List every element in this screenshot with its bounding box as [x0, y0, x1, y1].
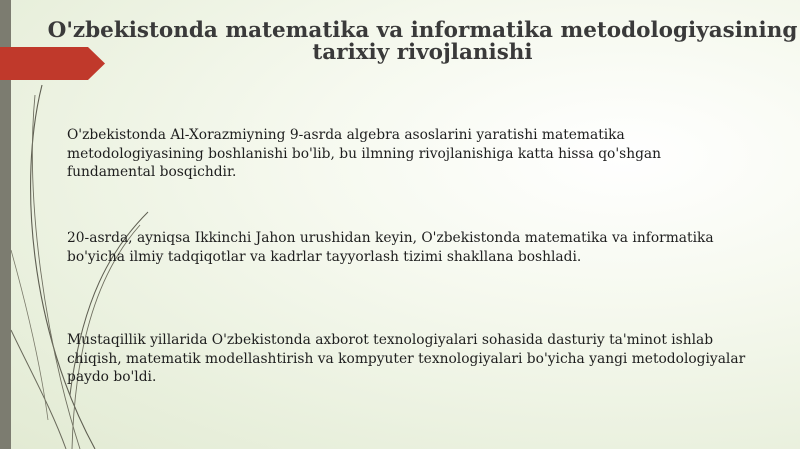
- paragraph-line: 20-asrda, ayniqsa Ikkinchi Jahon urushidan keyin, O'zbekistonda matematika va informatika: [67, 230, 714, 246]
- paragraph-20th-century: [67, 229, 782, 266]
- paragraph-independence-years: [67, 331, 782, 387]
- paragraph-line: bo'yicha ilmiy tadqiqotlar va kadrlar tayyorlash tizimi shakllana boshladi.: [67, 248, 582, 265]
- paragraph-line: chiqish, matematik modellashtirish va kompyuter texnologiyalari bo'yicha yangi metodologiyalar: [67, 350, 746, 367]
- slide-title-line-2: tarixiy rivojlanishi: [312, 40, 533, 65]
- paragraph-line: metodologiyasining boshlanishi bo'lib, bu ilmning rivojlanishiga katta hissa qo'shgan: [67, 145, 662, 162]
- paragraph-line: fundamental bosqichdir.: [67, 164, 237, 180]
- slide-title: [45, 20, 800, 64]
- paragraph-al-xorazmiy: [67, 126, 782, 182]
- paragraph-line: O'zbekistonda Al-Xorazmiyning 9-asrda algebra asoslarini yaratishi matematika: [67, 127, 625, 143]
- paragraph-line: paydo bo'ldi.: [67, 369, 157, 385]
- slide-title-line-1: O'zbekistonda matematika va informatika metodologiyasining: [47, 18, 798, 43]
- paragraph-line: Mustaqillik yillarida O'zbekistonda axborot texnologiyalari sohasida dasturiy ta'minot ishlab: [67, 332, 714, 348]
